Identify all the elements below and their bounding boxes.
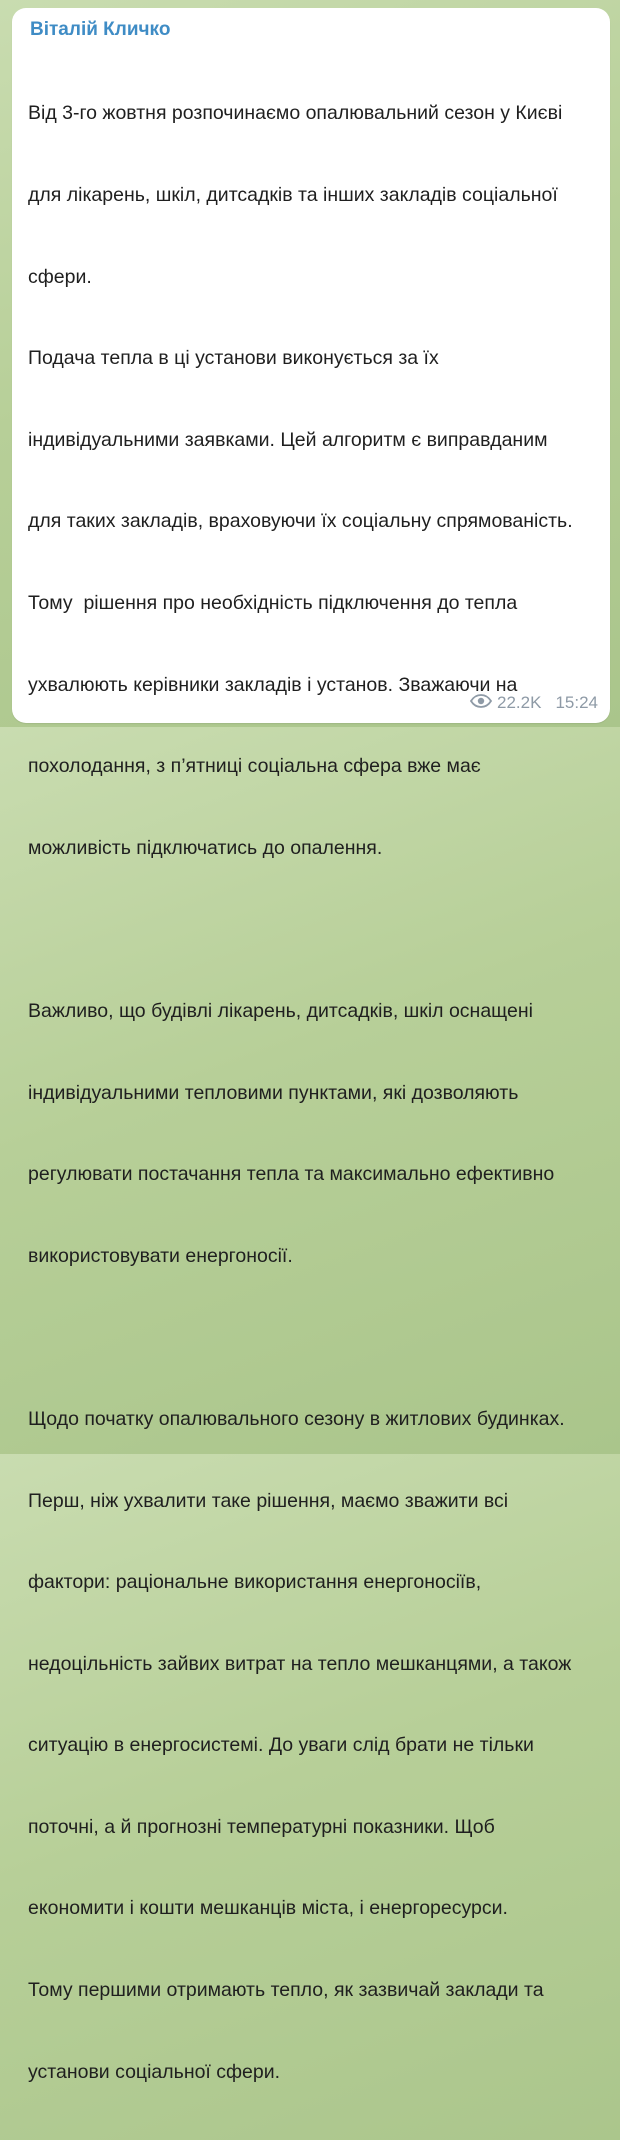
- text-line: Від 3-го жовтня розпочинаємо опалювальний сезон у Києві: [28, 102, 563, 125]
- eye-icon: [470, 693, 492, 713]
- text-line: фактори: раціональне використання енергоносіїв,: [28, 1571, 482, 1594]
- text-line: ситуацію в енергосистемі. До уваги слід брати не тільки: [28, 1734, 534, 1757]
- text-line: Перш, ніж ухвалити таке рішення, маємо зважити всі: [28, 1489, 509, 1512]
- text-line-blank: [28, 1324, 594, 1351]
- message-bubble[interactable]: [12, 8, 610, 2083]
- text-line: індивідуальними заявками. Цей алгоритм є виправданим: [28, 428, 548, 451]
- text-line: Щодо початку опалювального сезону в житлових будинках.: [28, 1407, 565, 1430]
- text-line: можливість підключатись до опалення.: [28, 836, 383, 859]
- views-count: 22.2K: [497, 693, 542, 712]
- text-line: індивідуальними тепловими пунктами, які дозволяють: [28, 1081, 519, 1104]
- message-meta: [470, 693, 598, 713]
- text-line: поточні, а й прогнозні температурні показники. Щоб: [28, 1815, 495, 1838]
- text-line: сфери.: [28, 265, 92, 288]
- text-line: установи соціальної сфери.: [28, 2060, 281, 2083]
- text-line: ухвалюють керівники закладів і установ. Зважаючи на: [28, 673, 518, 696]
- text-line: для лікарень, шкіл, дитсадків та інших закладів соціальної: [28, 184, 558, 206]
- text-line: для таких закладів, враховуючи їх соціальну спрямованість.: [28, 510, 573, 533]
- text-line: Подача тепла в ці установи виконується за їх: [28, 347, 439, 370]
- text-line: Важливо, що будівлі лікарень, дитсадків, шкіл оснащені: [28, 999, 533, 1022]
- text-line: недоцільність зайвих витрат на тепло мешканцями, а також: [28, 1652, 572, 1675]
- text-line: похолодання, з п’ятниці соціальна сфера вже має: [28, 755, 481, 778]
- text-line: Тому рішення про необхідність підключення до тепла: [28, 591, 518, 614]
- text-line: економити і кошти мешканців міста, і енергоресурси.: [28, 1897, 508, 1920]
- text-line: регулювати постачання тепла та максимально ефективно: [28, 1163, 555, 1186]
- message-time: 15:24: [555, 693, 598, 712]
- text-line-blank: [28, 916, 594, 943]
- message-text: [28, 46, 594, 2140]
- text-line: Тому першими отримають тепло, як зазвичай заклади та: [28, 1979, 544, 2002]
- text-line: використовувати енергоносії.: [28, 1244, 293, 1267]
- sender-name[interactable]: Віталій Кличко: [30, 19, 171, 40]
